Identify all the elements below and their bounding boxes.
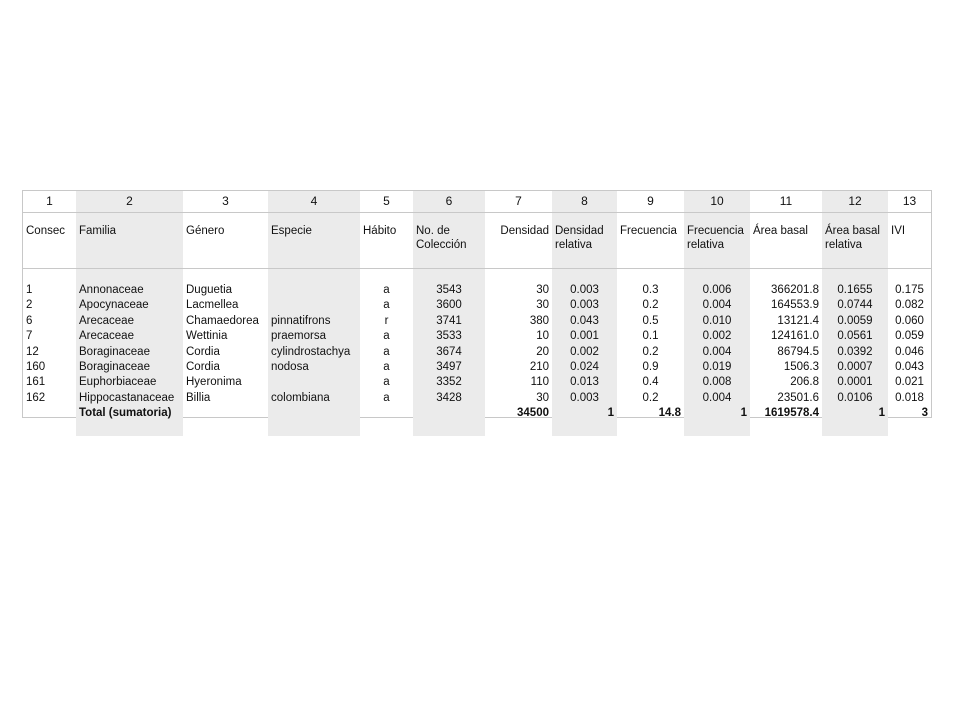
spacer-cell	[268, 422, 360, 436]
spacer-cell	[183, 269, 268, 284]
table-row	[23, 360, 931, 375]
cell-area_basal: 164553.9	[771, 299, 819, 312]
column-header: Consec	[23, 213, 76, 269]
cell-ab_rel: 0.0744	[822, 298, 888, 313]
column-number: 2	[76, 191, 183, 213]
cell-ab_rel: 0.0059	[822, 314, 888, 329]
cell-densidad: 30	[536, 299, 549, 312]
spacer-cell	[360, 269, 413, 284]
cell-ivi: 0.059	[895, 330, 924, 343]
spacer-cell	[750, 422, 822, 436]
total-empty-cell	[23, 406, 76, 421]
spacer-cell	[23, 422, 76, 436]
cell-ivi: 0.043	[895, 361, 924, 374]
cell-dens_rel: 0.003	[552, 391, 617, 406]
cell-ivi: 0.018	[895, 391, 924, 404]
cell-consec: 6	[26, 314, 33, 327]
cell-habito: a	[383, 284, 390, 296]
spacer-cell	[684, 269, 750, 284]
column-number-row	[23, 191, 931, 213]
cell-consec: 7	[26, 330, 33, 343]
cell-frec_rel: 0.004	[684, 391, 750, 406]
cell-consec: 1	[26, 284, 33, 296]
cell-habito: a	[383, 361, 390, 374]
cell-especie: pinnatifrons	[268, 314, 360, 329]
cell-frecuencia: 0.1	[642, 330, 659, 343]
bottom-padding-row	[23, 422, 931, 436]
cell-frec_rel: 0.006	[684, 283, 750, 298]
cell-coleccion: 3428	[413, 391, 485, 406]
cell-densidad: 20	[536, 345, 549, 358]
cell-frec_rel: 0.010	[684, 314, 750, 329]
table-row	[23, 298, 931, 313]
cell-coleccion: 3352	[413, 375, 485, 390]
total-ab_rel: 1	[822, 406, 888, 421]
column-header: IVI	[888, 213, 931, 269]
cell-habito: a	[383, 345, 390, 358]
column-header: Área basal relativa	[822, 213, 888, 269]
table-row	[23, 283, 931, 298]
cell-coleccion: 3533	[413, 329, 485, 344]
table-row	[23, 391, 931, 406]
spacer-cell	[552, 269, 617, 284]
spacer-cell	[888, 422, 931, 436]
cell-frecuencia: 0.4	[642, 376, 659, 389]
table-row	[23, 345, 931, 360]
column-header: Densidad	[485, 213, 552, 269]
spacer-cell	[617, 422, 684, 436]
cell-familia: Boraginaceae	[76, 360, 183, 375]
table-row	[23, 329, 931, 344]
cell-frec_rel: 0.004	[684, 298, 750, 313]
cell-familia: Euphorbiaceae	[76, 375, 183, 390]
cell-especie: nodosa	[268, 360, 360, 375]
cell-area_basal: 206.8	[790, 376, 819, 389]
column-header: Familia	[76, 213, 183, 269]
column-number: 5	[360, 191, 413, 213]
cell-coleccion: 3497	[413, 360, 485, 375]
column-number: 8	[552, 191, 617, 213]
spacer-cell	[822, 422, 888, 436]
total-dens_rel: 1	[552, 406, 617, 421]
cell-consec: 2	[26, 299, 33, 312]
cell-especie	[268, 283, 360, 298]
column-header: No. de Colección	[413, 213, 485, 269]
cell-area_basal: 124161.0	[771, 330, 819, 343]
column-number: 13	[888, 191, 931, 213]
cell-consec: 161	[26, 376, 46, 389]
total-frec_rel: 1	[684, 406, 750, 421]
column-header: Especie	[268, 213, 360, 269]
column-number: 1	[23, 191, 76, 213]
cell-frecuencia: 0.3	[642, 284, 659, 296]
cell-ab_rel: 0.0392	[822, 345, 888, 360]
spacer-cell	[76, 269, 183, 284]
spacer-cell	[485, 269, 552, 284]
cell-frec_rel: 0.008	[684, 375, 750, 390]
cell-genero: Chamaedorea	[186, 314, 259, 327]
spacer-row	[23, 269, 931, 284]
column-header: Género	[183, 213, 268, 269]
cell-frecuencia: 0.9	[642, 361, 659, 374]
cell-ab_rel: 0.1655	[822, 283, 888, 298]
cell-familia: Arecaceae	[76, 314, 183, 329]
table-row	[23, 375, 931, 390]
cell-consec: 160	[26, 361, 46, 374]
total-label: Total (sumatoria)	[76, 406, 183, 421]
cell-ab_rel: 0.0007	[822, 360, 888, 375]
spacer-cell	[268, 269, 360, 284]
cell-frec_rel: 0.004	[684, 345, 750, 360]
table-body	[23, 191, 931, 436]
cell-familia: Annonaceae	[76, 283, 183, 298]
cell-familia: Hippocastanaceae	[76, 391, 183, 406]
cell-ivi: 0.046	[895, 345, 924, 358]
cell-area_basal: 13121.4	[777, 314, 819, 327]
cell-habito: a	[383, 376, 390, 389]
column-header: Frecuencia relativa	[684, 213, 750, 269]
cell-densidad: 210	[529, 361, 549, 374]
cell-habito: a	[383, 299, 390, 312]
column-header: Frecuencia	[617, 213, 684, 269]
cell-coleccion: 3600	[413, 298, 485, 313]
cell-genero: Hyeronima	[186, 376, 242, 389]
cell-familia: Apocynaceae	[76, 298, 183, 313]
cell-dens_rel: 0.043	[552, 314, 617, 329]
cell-dens_rel: 0.024	[552, 360, 617, 375]
spacer-cell	[684, 422, 750, 436]
cell-ab_rel: 0.0561	[822, 329, 888, 344]
spacer-cell	[413, 422, 485, 436]
cell-genero: Billia	[186, 391, 211, 404]
cell-coleccion: 3674	[413, 345, 485, 360]
cell-familia: Arecaceae	[76, 329, 183, 344]
spacer-cell	[23, 269, 76, 284]
spacer-cell	[485, 422, 552, 436]
cell-area_basal: 1506.3	[783, 361, 819, 374]
cell-coleccion: 3741	[413, 314, 485, 329]
column-number: 3	[183, 191, 268, 213]
spacer-cell	[552, 422, 617, 436]
cell-dens_rel: 0.003	[552, 298, 617, 313]
spacer-cell	[822, 269, 888, 284]
cell-genero: Cordia	[186, 345, 220, 358]
cell-frecuencia: 0.5	[642, 314, 659, 327]
cell-coleccion: 3543	[413, 283, 485, 298]
cell-dens_rel: 0.013	[552, 375, 617, 390]
cell-frecuencia: 0.2	[642, 345, 659, 358]
total-empty-cell	[183, 406, 268, 421]
total-row	[23, 406, 931, 421]
species-data-table-frame	[22, 190, 932, 418]
cell-familia: Boraginaceae	[76, 345, 183, 360]
species-data-table	[23, 191, 931, 436]
column-number: 10	[684, 191, 750, 213]
spacer-cell	[76, 422, 183, 436]
total-empty-cell	[268, 406, 360, 421]
total-ivi: 3	[921, 407, 928, 420]
column-number: 9	[617, 191, 684, 213]
cell-frecuencia: 0.2	[642, 299, 659, 312]
cell-genero: Wettinia	[186, 330, 228, 343]
cell-area_basal: 86794.5	[777, 345, 819, 358]
cell-ivi: 0.021	[895, 376, 924, 389]
cell-densidad: 30	[536, 284, 549, 296]
cell-genero: Cordia	[186, 361, 220, 374]
total-empty-cell	[413, 406, 485, 421]
cell-frec_rel: 0.002	[684, 329, 750, 344]
cell-habito: a	[383, 391, 390, 404]
cell-area_basal: 23501.6	[777, 391, 819, 404]
cell-densidad: 380	[529, 314, 549, 327]
column-number: 4	[268, 191, 360, 213]
total-area_basal: 1619578.4	[764, 407, 819, 420]
cell-dens_rel: 0.001	[552, 329, 617, 344]
cell-consec: 12	[26, 345, 39, 358]
cell-ivi: 0.082	[895, 299, 924, 312]
cell-frecuencia: 0.2	[642, 391, 659, 404]
total-frecuencia: 14.8	[658, 407, 681, 420]
column-number: 12	[822, 191, 888, 213]
total-densidad: 34500	[517, 407, 549, 420]
cell-dens_rel: 0.002	[552, 345, 617, 360]
cell-especie: praemorsa	[268, 329, 360, 344]
cell-habito: a	[383, 330, 390, 343]
cell-genero: Duguetia	[186, 284, 233, 296]
spacer-cell	[750, 269, 822, 284]
cell-ivi: 0.060	[895, 314, 924, 327]
column-number: 7	[485, 191, 552, 213]
spacer-cell	[413, 269, 485, 284]
spacer-cell	[183, 422, 268, 436]
cell-densidad: 30	[536, 391, 549, 404]
cell-frec_rel: 0.019	[684, 360, 750, 375]
cell-especie	[268, 375, 360, 390]
cell-densidad: 110	[530, 376, 549, 389]
cell-ab_rel: 0.0001	[822, 375, 888, 390]
column-header: Área basal	[750, 213, 822, 269]
cell-especie: cylindrostachya	[268, 345, 360, 360]
spacer-cell	[360, 422, 413, 436]
column-header: Hábito	[360, 213, 413, 269]
cell-genero: Lacmellea	[186, 299, 239, 312]
spacer-cell	[888, 269, 931, 284]
cell-ivi: 0.175	[895, 284, 924, 296]
column-header: Densidad relativa	[552, 213, 617, 269]
cell-habito: r	[384, 314, 389, 327]
cell-especie	[268, 298, 360, 313]
cell-consec: 162	[26, 391, 46, 404]
cell-dens_rel: 0.003	[552, 283, 617, 298]
cell-especie: colombiana	[268, 391, 360, 406]
header-row	[23, 213, 931, 269]
table-row	[23, 314, 931, 329]
spacer-cell	[617, 269, 684, 284]
cell-area_basal: 366201.8	[771, 284, 819, 296]
cell-densidad: 10	[536, 330, 549, 343]
column-number: 11	[750, 191, 822, 213]
total-empty-cell	[360, 406, 413, 421]
column-number: 6	[413, 191, 485, 213]
cell-ab_rel: 0.0106	[822, 391, 888, 406]
